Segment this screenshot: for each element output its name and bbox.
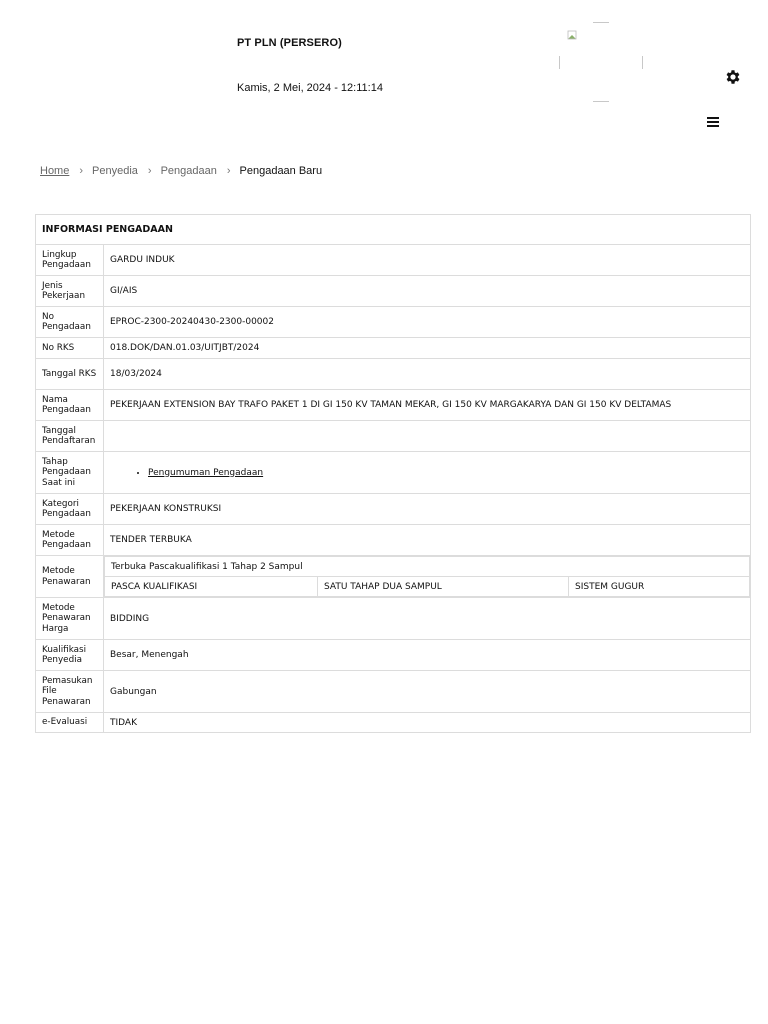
breadcrumb: [40, 165, 322, 177]
row-value: GI/AIS: [104, 276, 751, 307]
row-label: Lingkup Pengadaan: [36, 245, 104, 276]
chevron-right-icon: ›: [226, 165, 231, 177]
list-item: [148, 468, 744, 478]
table-row: [36, 359, 751, 390]
row-value: EPROC-2300-20240430-2300-00002: [104, 307, 751, 338]
table-row: [36, 421, 751, 452]
row-value: 18/03/2024: [104, 359, 751, 390]
row-label: Metode Penawaran: [36, 556, 104, 598]
row-value: Gabungan: [104, 671, 751, 713]
table-title: INFORMASI PENGADAAN: [36, 215, 751, 245]
row-value: GARDU INDUK: [104, 245, 751, 276]
procurement-info-table: [35, 214, 751, 733]
gear-icon[interactable]: [724, 68, 742, 86]
sub-value: PASCA KUALIFIKASI: [105, 577, 318, 597]
row-label: Nama Pengadaan: [36, 390, 104, 421]
row-label: Metode Penawaran Harga: [36, 598, 104, 640]
table-row: [36, 525, 751, 556]
row-value: 018.DOK/DAN.01.03/UITJBT/2024: [104, 338, 751, 359]
table-row: [36, 338, 751, 359]
row-label: Tanggal Pendaftaran: [36, 421, 104, 452]
row-value: PEKERJAAN KONSTRUKSI: [104, 494, 751, 525]
row-value: Besar, Menengah: [104, 640, 751, 671]
row-label: Pemasukan File Penawaran: [36, 671, 104, 713]
method-subtable: [104, 556, 750, 597]
stage-list: [110, 468, 744, 478]
breadcrumb-home[interactable]: Home: [40, 165, 70, 177]
row-value: Terbuka Pascakualifikasi 1 Tahap 2 Sampul: [105, 557, 750, 577]
row-label: Tanggal RKS: [36, 359, 104, 390]
row-label: Kualifikasi Penyedia: [36, 640, 104, 671]
table-row: [36, 452, 751, 494]
breadcrumb-pengadaan[interactable]: Pengadaan: [160, 165, 217, 177]
table-row: [36, 671, 751, 713]
row-label: e-Evaluasi: [36, 713, 104, 733]
row-label: Tahap Pengadaan Saat ini: [36, 452, 104, 494]
menu-icon[interactable]: [707, 117, 719, 127]
table-row: [36, 390, 751, 421]
table-row: [36, 598, 751, 640]
sub-value: SISTEM GUGUR: [569, 577, 750, 597]
table-row: [36, 245, 751, 276]
current-datetime: Kamis, 2 Mei, 2024 - 12:11:14: [237, 82, 383, 94]
row-value: TENDER TERBUKA: [104, 525, 751, 556]
company-logo: [559, 22, 643, 102]
breadcrumb-current: Pengadaan Baru: [239, 165, 323, 177]
table-row: [36, 640, 751, 671]
sub-value: SATU TAHAP DUA SAMPUL: [318, 577, 569, 597]
table-row: [36, 556, 751, 598]
row-label: Kategori Pengadaan: [36, 494, 104, 525]
row-value: BIDDING: [104, 598, 751, 640]
broken-image-icon: [567, 30, 577, 40]
table-row: [36, 276, 751, 307]
breadcrumb-penyedia[interactable]: Penyedia: [92, 165, 138, 177]
row-label: Metode Pengadaan: [36, 525, 104, 556]
row-value: TIDAK: [104, 713, 751, 733]
row-label: No Pengadaan: [36, 307, 104, 338]
row-label: No RKS: [36, 338, 104, 359]
chevron-right-icon: ›: [147, 165, 152, 177]
row-label: Jenis Pekerjaan: [36, 276, 104, 307]
table-row: [36, 713, 751, 733]
company-name: PT PLN (PERSERO): [237, 37, 342, 49]
row-value: PEKERJAAN EXTENSION BAY TRAFO PAKET 1 DI GI 150 KV TAMAN MEKAR, GI 150 KV MARGAKARYA DAN GI 150 KV DELTAMAS: [104, 390, 751, 421]
table-row: [36, 494, 751, 525]
table-row: [36, 307, 751, 338]
row-value: [104, 421, 751, 452]
chevron-right-icon: ›: [79, 165, 84, 177]
stage-link[interactable]: Pengumuman Pengadaan: [148, 467, 264, 478]
